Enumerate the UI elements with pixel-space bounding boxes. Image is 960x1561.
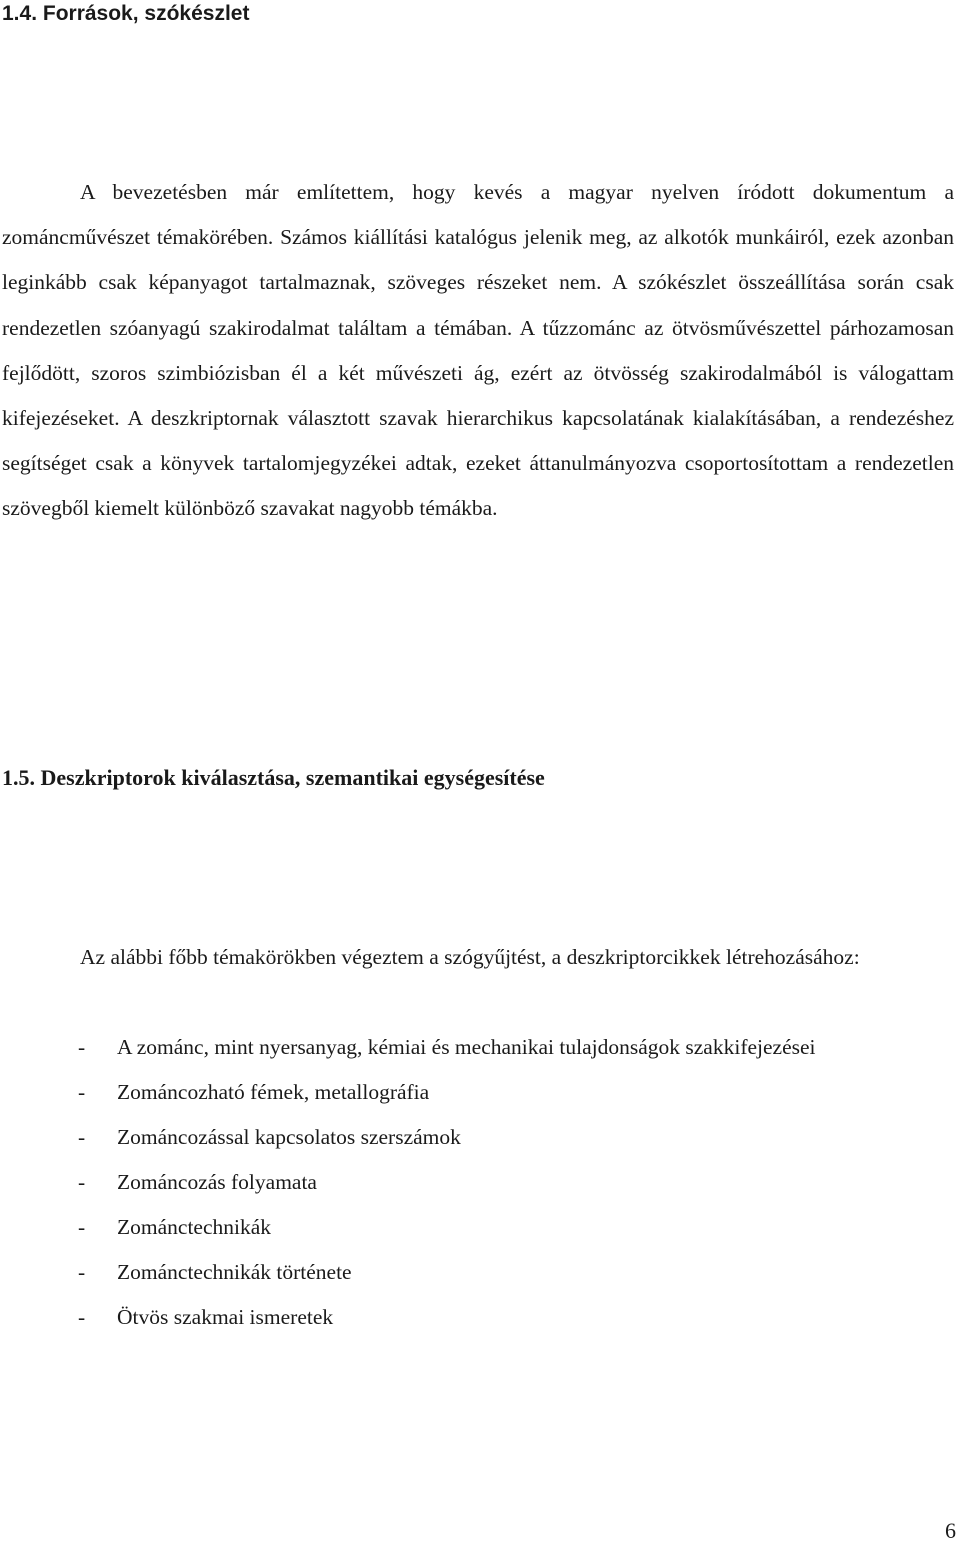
list-dash: - (78, 1305, 86, 1329)
list-item-text: Zománcozással kapcsolatos szerszámok (117, 1125, 461, 1149)
list-item (2, 1070, 954, 1115)
list-item (2, 1115, 954, 1160)
section-1-5-intro (2, 935, 954, 980)
list-item-text: Zománcozás folyamata (117, 1170, 317, 1194)
page-number: 6 (945, 1518, 956, 1543)
list-dash: - (78, 1260, 86, 1284)
topic-list (2, 1025, 954, 1340)
section-1-5-intro-text: Az alábbi főbb témakörökben végeztem a szógyűjtést, a deszkriptorcikkek létrehozásához: (80, 945, 860, 969)
list-dash: - (78, 1080, 86, 1104)
list-item-text: Zománcozható fémek, metallográfia (117, 1080, 430, 1104)
section-1-4-paragraph-text: A bevezetésben már említettem, hogy kevés a magyar nyelven íródott dokumentum a zománcművészet témakörében. Számos kiállítási katalógus jelenik meg, az alkotók munkáiról, ezek azonban leginkább csak képanyagot tartalmaznak, szöveges részeket nem. A szókészlet összeállítása során csak rendezetlen szóanyagú szakirodalmat találtam a témában. A tűzzománc az ötvösművészettel párhozamosan fejlődött, szoros szimbiózisban él a két művészeti ág, ezért az ötvösség szakirodalmából is válogattam kifejezéseket. A deszkriptornak választott szavak hierarchikus kapcsolatának kialakításában, a rendezéshez segítséget csak a könyvek tartalomjegyzékei adtak, ezeket áttanulmányozva csoportosítottam a rendezetlen szövegből kiemelt különböző szavakat nagyobb témákba. (2, 180, 954, 521)
list-dash: - (78, 1170, 86, 1194)
list-item (2, 1250, 954, 1295)
section-1-4-paragraph (2, 170, 954, 532)
section-heading-1-4: 1.4. Források, szókészlet (2, 2, 250, 25)
list-item-text: Zománctechnikák története (117, 1260, 352, 1284)
list-item (2, 1160, 954, 1205)
list-item (2, 1205, 954, 1250)
section-heading-1-5: 1.5. Deszkriptorok kiválasztása, szemantikai egységesítése (2, 765, 545, 790)
list-dash: - (78, 1035, 86, 1059)
list-item-text: Ötvös szakmai ismeretek (117, 1305, 334, 1329)
list-item-text: Zománctechnikák (117, 1215, 272, 1239)
list-item-text: A zománc, mint nyersanyag, kémiai és mechanikai tulajdonságok szakkifejezései (117, 1035, 816, 1059)
list-dash: - (78, 1215, 86, 1239)
list-dash: - (78, 1125, 86, 1149)
list-item (2, 1295, 954, 1340)
list-item (2, 1025, 954, 1070)
